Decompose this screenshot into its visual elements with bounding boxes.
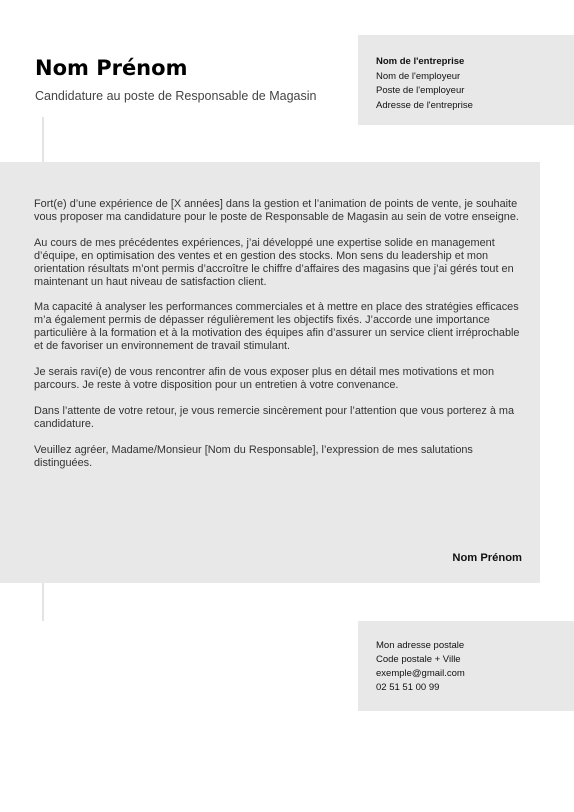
letter-paragraph: Je serais ravi(e) de vous rencontrer afin de vous exposer plus en détail mes motivations et mon parcours. Je reste à votre disposition pour un entretien à votre convenance. [34,366,495,391]
candidate-name: Nom Prénom [35,56,188,80]
email-address: exemple@gmail.com [376,668,465,679]
decorative-divider-bottom [42,583,44,621]
postal-code-city: Code postale + Ville [376,654,461,665]
company-address: Adresse de l'entreprise [376,99,473,111]
postal-address: Mon adresse postale [376,640,465,651]
employer-position: Poste de l'employeur [376,85,465,96]
letter-signature: Nom Prénom [452,552,522,564]
phone-number: 02 51 51 00 99 [376,682,440,693]
letter-body [0,162,540,583]
letter-paragraph: Ma capacité à analyser les performances commerciales et à mettre en place des stratégies efficaces m’a également permis de dépasser régulièrement les objectifs fixés. J’accorde une importance particulière à la formation et à la motivation des équipes afin d’assurer un service client irréprochable et de favoriser un environnement de travail stimulant. [34,301,520,353]
letter-paragraph: Fort(e) d’une expérience de [X années] dans la gestion et l’animation de points de vente, je souhaite vous proposer ma candidature pour le poste de Responsable de Magasin au sein de votre enseigne. [34,198,519,223]
company-name: Nom de l'entreprise [376,56,465,67]
contact-info-box [358,621,574,711]
employer-name: Nom de l'employeur [376,70,461,82]
application-subtitle: Candidature au poste de Responsable de Magasin [35,89,317,103]
letter-paragraph: Au cours de mes précédentes expériences, j’ai développé une expertise solide en management d’équipe, en optimisation des ventes et en gestion des stocks. Mon sens du leadership et mon orientation résultats m’ont permis d’accroître le chiffre d’affaires des magasins que j’ai gérés tout en maintenant un haut niveau de satisfaction client. [34,236,514,288]
decorative-divider-top [42,117,44,162]
letter-paragraph: Dans l’attente de votre retour, je vous remercie sincèrement pour l’attention que vous porterez à ma candidature. [34,404,515,430]
company-info-box [358,35,574,125]
letter-paragraph: Veuillez agréer, Madame/Monsieur [Nom du Responsable], l’expression de mes salutations distinguées. [34,443,473,469]
